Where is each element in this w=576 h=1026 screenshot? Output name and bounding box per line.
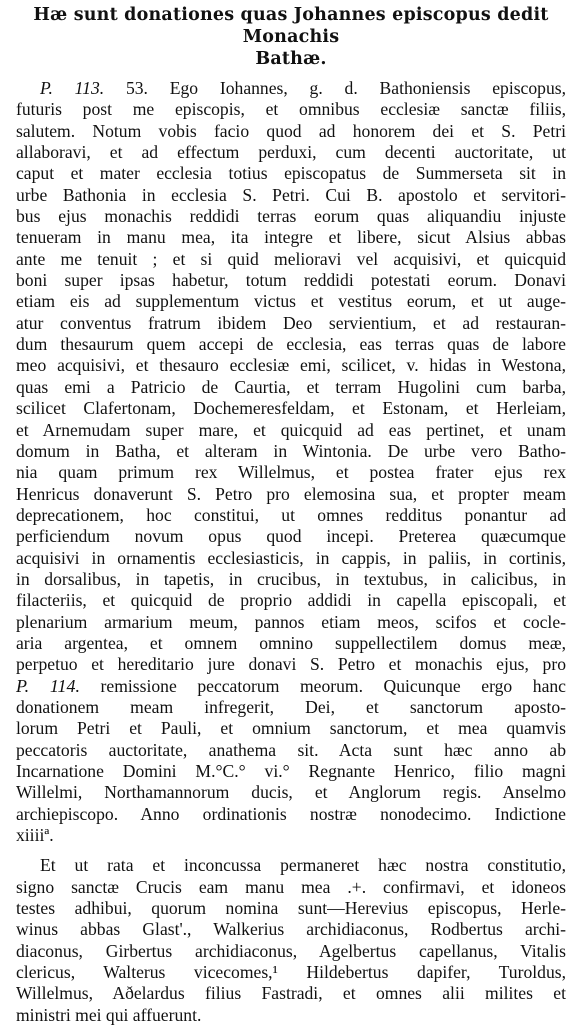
text-line: domum in Batha, et alteram in Wintonia. De urbe vero Batho- <box>16 440 566 461</box>
line-text: remissione peccatorum meorum. Quicunque ergo hanc <box>80 675 566 696</box>
text-line: futuris post me episcopis, et omnibus ecclesiæ sanctæ filiis, <box>16 99 566 120</box>
text-line: quas emi a Patricio de Caurtia, et terram Hugolini cum barba, <box>16 376 566 397</box>
text-line: filacteriis, et quicquid de proprio addidi in capella episcopali, et <box>16 590 566 611</box>
text-line: caput et mater ecclesia totius episcopatus de Summerseta sit in <box>16 163 566 184</box>
text-line: meo acquisivi, et thesauro ecclesiæ emi, scilicet, v. hidas in Westona, <box>16 355 566 376</box>
text-line: ante me tenuit ; et si quid melioravi vel acquisivi, et quicquid <box>16 248 566 269</box>
text-line: urbe Bathonia in ecclesia S. Petri. Cui B. apostolo et servitori- <box>16 184 566 205</box>
text-line: winus abbas Glast'., Walkerius archidiaconus, Rodbertus archi- <box>16 919 566 940</box>
text-line: deprecationem, hoc constitui, ut omnes redditus ponantur ad <box>16 504 566 525</box>
text-line: dum thesaurum quem accepi de ecclesia, eas terras quas de labore <box>16 334 566 355</box>
text-line: allaboravi, et ad effectum perduxi, cum decenti auctoritate, ut <box>16 142 566 163</box>
text-line: Willelmus, Aðelardus filius Fastradi, et omnes alii milites et <box>16 983 566 1004</box>
text-line: Willelmi, Northamannorum ducis, et Anglorum regis. Anselmo <box>16 782 566 803</box>
text-line: lorum Petri et Pauli, et omnium sanctorum, et mea quamvis <box>16 718 566 739</box>
text-line: Incarnatione Domini M.°C.° vi.° Regnante Henrico, filio magni <box>16 761 566 781</box>
text-line: et Arnemudam super mare, et quicquid ad eas pertinet, et unam <box>16 419 566 440</box>
page-reference-2: P. 114. <box>16 675 80 696</box>
text-line: Henricus donaverunt S. Petro pro elemosina sua, et propter meam <box>16 483 566 504</box>
text-line: ministri mei qui affuerunt. <box>16 1004 202 1025</box>
text-line: scilicet Clafertonam, Dochemeresfeldam, et Estonam, et Herleiam, <box>16 398 566 419</box>
text-line: boni super ipsas habetur, totum reddidi potestati eorum. Donavi <box>16 270 566 291</box>
text-line: diaconus, Girbertus archidiaconus, Agelbertus capellanus, Vitalis <box>16 940 566 961</box>
text-line: salutem. Notum vobis facio quod ad honorem dei et S. Petri <box>16 120 566 141</box>
text-line <box>16 78 566 99</box>
text-line: plenarium armarium meum, pannos etiam meos, scifos et cocle- <box>16 611 566 632</box>
heading-line-2: Bathæ. <box>255 49 327 69</box>
text-line: donationem meam infregerit, Dei, et sanctorum aposto- <box>16 696 566 717</box>
charter-heading <box>16 4 566 70</box>
text-line: archiepiscopo. Anno ordinationis nostræ nonodecimo. Indictione <box>16 803 566 824</box>
page-reference: P. 113. <box>40 78 105 98</box>
text-line: acquisivi in ornamentis ecclesiasticis, in cappis, in paliis, in cortinis, <box>16 547 566 568</box>
text-line: tenueram in manu mea, ita integre et libere, sicut Alsius abbas <box>16 227 566 248</box>
text-line: aria argentea, et omnem omnino suppellectilem domus meæ, <box>16 632 566 653</box>
text-line <box>16 676 566 697</box>
text-line: etiam eis ad supplementum victus et vestitus eorum, et ut auge- <box>16 291 566 312</box>
text-line: nia quam primum rex Willelmus, et postea frater ejus rex <box>16 462 566 483</box>
paragraph-2 <box>16 855 566 1026</box>
text-line: bus ejus monachis reddidi terras eorum quas aliquandiu injuste <box>16 206 566 227</box>
text-line: perpetuo et hereditario jure donavi S. Petro et monachis ejus, pro <box>16 654 566 675</box>
line-text: 53. Ego Iohannes, g. d. Bathoniensis episcopus, <box>125 78 566 98</box>
text-line: clericus, Walterus vicecomes,¹ Hildebertus dapifer, Turoldus, <box>16 962 566 983</box>
text-line: xiiiiª. <box>16 825 54 846</box>
text-line: perficiendum novum opus quod incepi. Preterea quæcumque <box>16 526 566 547</box>
text-line: peccatoris auctoritate, anathema sit. Acta sunt hæc anno ab <box>16 739 566 760</box>
text-line: in dorsalibus, in tapetis, in crucibus, in textubus, in calicibus, in <box>16 568 566 589</box>
heading-line-1: Hæ sunt donationes quas Johannes episcopus dedit Monachis <box>33 5 549 47</box>
paragraph-1 <box>16 78 566 846</box>
text-line: Et ut rata et inconcussa permaneret hæc nostra constitutio, <box>40 855 566 876</box>
text-line: testes adhibui, quorum nomina sunt—Herevius episcopus, Herle- <box>16 898 566 919</box>
text-line: signo sanctæ Crucis eam manu mea .+. confirmavi, et idoneos <box>16 876 566 897</box>
text-line: atur conventus fratrum ibidem Deo servientium, et ad restauran- <box>16 312 566 333</box>
